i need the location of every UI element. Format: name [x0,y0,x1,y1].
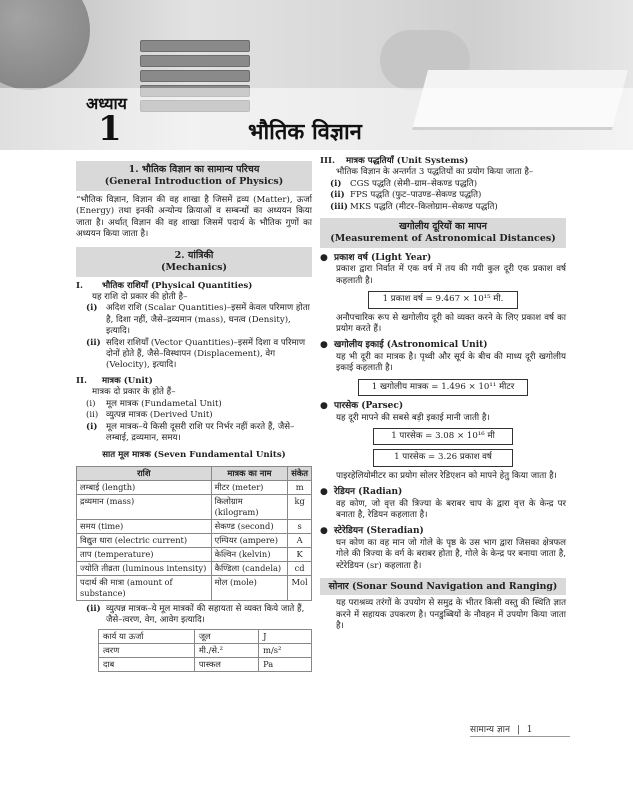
parsec-text: यह दूरी मापने की सबसे बड़ी इकाई मानी जाती है। [336,412,490,423]
bullet-icon: ● [320,340,328,351]
radian-heading: ● रेडियन (Radian) [320,487,403,498]
table-row: पदार्थ की मात्रा (amount of substance) मोल (mole) Mol [77,575,312,600]
radian-text: वह कोण, जो वृत्त की त्रिज्या के बराबर चाप के द्वारा वृत्त के केन्द्र पर बनाता है, रेडियन कहलाता है। [336,498,566,520]
page-footer [470,722,533,735]
bullet-icon: ● [320,401,328,412]
light-year-text: प्रकाश द्वारा निर्वात में एक वर्ष में तय की गयी कुल दूरी एक प्रकाश वर्ष कहलाती है। [336,264,566,286]
footer-separator: | [516,725,520,735]
fundamental-units-table: राशि मात्रक का नाम संकेत लम्बाई (length) मीटर (meter) m द्रव्यमान (mass) किलोग्राम (kilogram) kg समय (time) सेकण्ड (second) s विद्युत धारा (electric current) एम्पियर (ampere) A ताप (temperature) केल्विन (kelvin) K ज्योति तीव्रता (luminous intensity) कैण्डिला (candela) cd पदार्थ की मात्रा (amount of substance) मोल (mole) Mol [76,466,312,601]
list-item: (ii) FPS पद्धति (फुट–पाउण्ड–सेकण्ड पद्धति) [330,190,482,201]
astronomical-unit-text: यह भी दूरी का मात्रक है। पृथ्वी और सूर्य के बीच की माध्य दूरी खगोलीय इकाई कहलाती है। [336,351,566,374]
steradian-heading: ● स्टेरेडियन (Steradian) [320,526,424,537]
section-heading-mechanics: 2. यांत्रिकी (Mechanics) [76,247,312,277]
page-number: 1 [526,725,533,735]
table-row: द्रव्यमान (mass) किलोग्राम (kilogram) kg [77,494,312,519]
table-row: समय (time) सेकण्ड (second) s [77,519,312,533]
section-heading-intro: 1. भौतिक विज्ञान का सामान्य परिचय (General Introduction of Physics) [76,161,312,191]
unit-systems-heading: III. मात्रक पद्धतियाँ (Unit Systems) [320,156,469,166]
physical-quantities-heading: I. भौतिक राशियाँ (Physical Quantities) [76,280,253,291]
unit-heading: II. मात्रक (Unit) [76,375,153,386]
pyrheliometer-note: पाइरहेलियोमीटर का प्रयोग सोलर रेडिएशन को मापने हेतु किया जाता है। [336,470,557,481]
physical-quantities-intro: यह राशि दो प्रकार की होती है– [92,292,188,303]
steradian-text: घन कोण का वह मान जो गोले के पृष्ठ के उस भाग द्वारा जिसका क्षेत्रफल गोले की त्रिज्या के वर्ग के बराबर होता है, गोले के केन्द्र पर बनाया जाता है, स्टेरेडियन (sr) कहलाता है। [336,537,566,571]
chapter-title: भौतिक विज्ञान [248,119,362,145]
list-item: (i) मूल मात्रक–ये किसी दूसरी राशि पर निर्भर नहीं करते हैं, जैसे–लम्बाई, द्रव्यमान, समय। [86,421,295,443]
sonar-heading: सोनार (Sonar Sound Navigation and Ranging) [320,578,566,595]
light-year-formula: 1 प्रकाश वर्ष = 9.467 × 10¹⁵ मी. [368,291,518,308]
section-heading-astronomical: खगोलीय दूरियों का मापन (Measurement of Astronomical Distances) [320,218,566,248]
table-row: कार्य या ऊर्जा जूल J [99,629,312,643]
table-row: लम्बाई (length) मीटर (meter) m [77,480,312,494]
list-item: (iii) MKS पद्धति (मीटर–किलोग्राम–सेकण्ड पद्धति) [330,201,498,212]
parsec-heading: ● पारसेक (Parsec) [320,401,404,412]
list-item: (ii) सदिश राशियाँ (Vector Quantities)–इसमें दिशा व परिमाण दोनों होते हैं, जैसे–विस्थापन (Displacement), वेग (Velocity), इत्यादि। [86,337,306,371]
list-item: (i) अदिश राशि (Scalar Quantities)–इसमें केवल परिमाण होता है, दिशा नहीं, जैसे–द्रव्यमान (mass), घनत्व (Density), इत्यादि। [86,303,310,337]
table-row: दाब पास्कल Pa [99,657,312,671]
seven-units-title: सात मूल मात्रक (Seven Fundamental Units) [102,450,286,461]
bullet-icon: ● [320,487,328,498]
table-row: ताप (temperature) केल्विन (kelvin) K [77,547,312,561]
light-year-heading: ● प्रकाश वर्ष (Light Year) [320,253,432,264]
list-item: (ii) व्युत्पन्न मात्रक (Derived Unit) [86,410,213,421]
table-row: विद्युत धारा (electric current) एम्पियर (ampere) A [77,533,312,547]
unit-systems-intro: भौतिक विज्ञान के अन्तर्गत 3 पद्धतियों का प्रयोग किया जाता है– [336,167,534,178]
footer-rule [470,736,570,737]
parsec-formula-lightyears: 1 पारसेक = 3.26 प्रकाश वर्ष [373,449,513,466]
left-column [76,158,312,672]
list-item: (i) मूल मात्रक (Fundametal Unit) [86,398,222,409]
chapter-label: अध्याय [86,94,127,113]
globe-image [0,0,90,90]
derived-units-item: (ii) व्युत्पन्न मात्रक–ये मूल मात्रकों की सहायता से व्यक्त किये जाते हैं, जैसे–त्वरण, वेग, आवेग इत्यादि। [86,603,305,626]
intro-paragraph: “भौतिक विज्ञान, विज्ञान की वह शाखा है जिसमें द्रव्य (Matter), ऊर्जा (Energy) तथा इनकी अन्योन्य क्रियाओं व सम्बन्धों का अध्ययन किया जाता है। अर्थात् विज्ञान की वह शाखा जिसमें पदार्थ के भौतिक गुणों का अध्ययन किया जाता है। [76,195,312,240]
sonar-text: यह पराश्रव्य तरंगों के उपयोग से समुद्र के भीतर किसी वस्तु की स्थिति ज्ञात करने में सहायक उपकरण है। पनडुब्बियों के नौवहन में उपयोग किया जाता है। [336,598,566,632]
table-row: ज्योति तीव्रता (luminous intensity) कैण्डिला (candela) cd [77,561,312,575]
light-year-note: अनौपचारिक रूप से खगोलीय दूरी को व्यक्त करने के लिए प्रकाश वर्ष का प्रयोग करते हैं। [336,312,566,335]
bullet-icon: ● [320,253,328,264]
astronomical-unit-formula: 1 खगोलीय मात्रक = 1.496 × 10¹¹ मीटर [358,379,528,396]
bullet-icon: ● [320,526,328,537]
chapter-number: 1 [98,109,122,149]
footer-book-title: सामान्य ज्ञान [470,725,510,735]
parsec-formula-meters: 1 पारसेक = 3.08 × 10¹⁶ मी [373,428,513,445]
derived-units-table [98,629,312,672]
astronomical-unit-heading: ● खगोलीय इकाई (Astronomical Unit) [320,340,488,351]
table-row: त्वरण मी./से.² m/s² [99,643,312,657]
right-column [320,156,566,633]
list-item: (i) CGS पद्धति (सेमी–ग्राम–सेकण्ड पद्धति) [330,178,478,189]
unit-intro: मात्रक दो प्रकार के होते हैं– [92,387,176,398]
